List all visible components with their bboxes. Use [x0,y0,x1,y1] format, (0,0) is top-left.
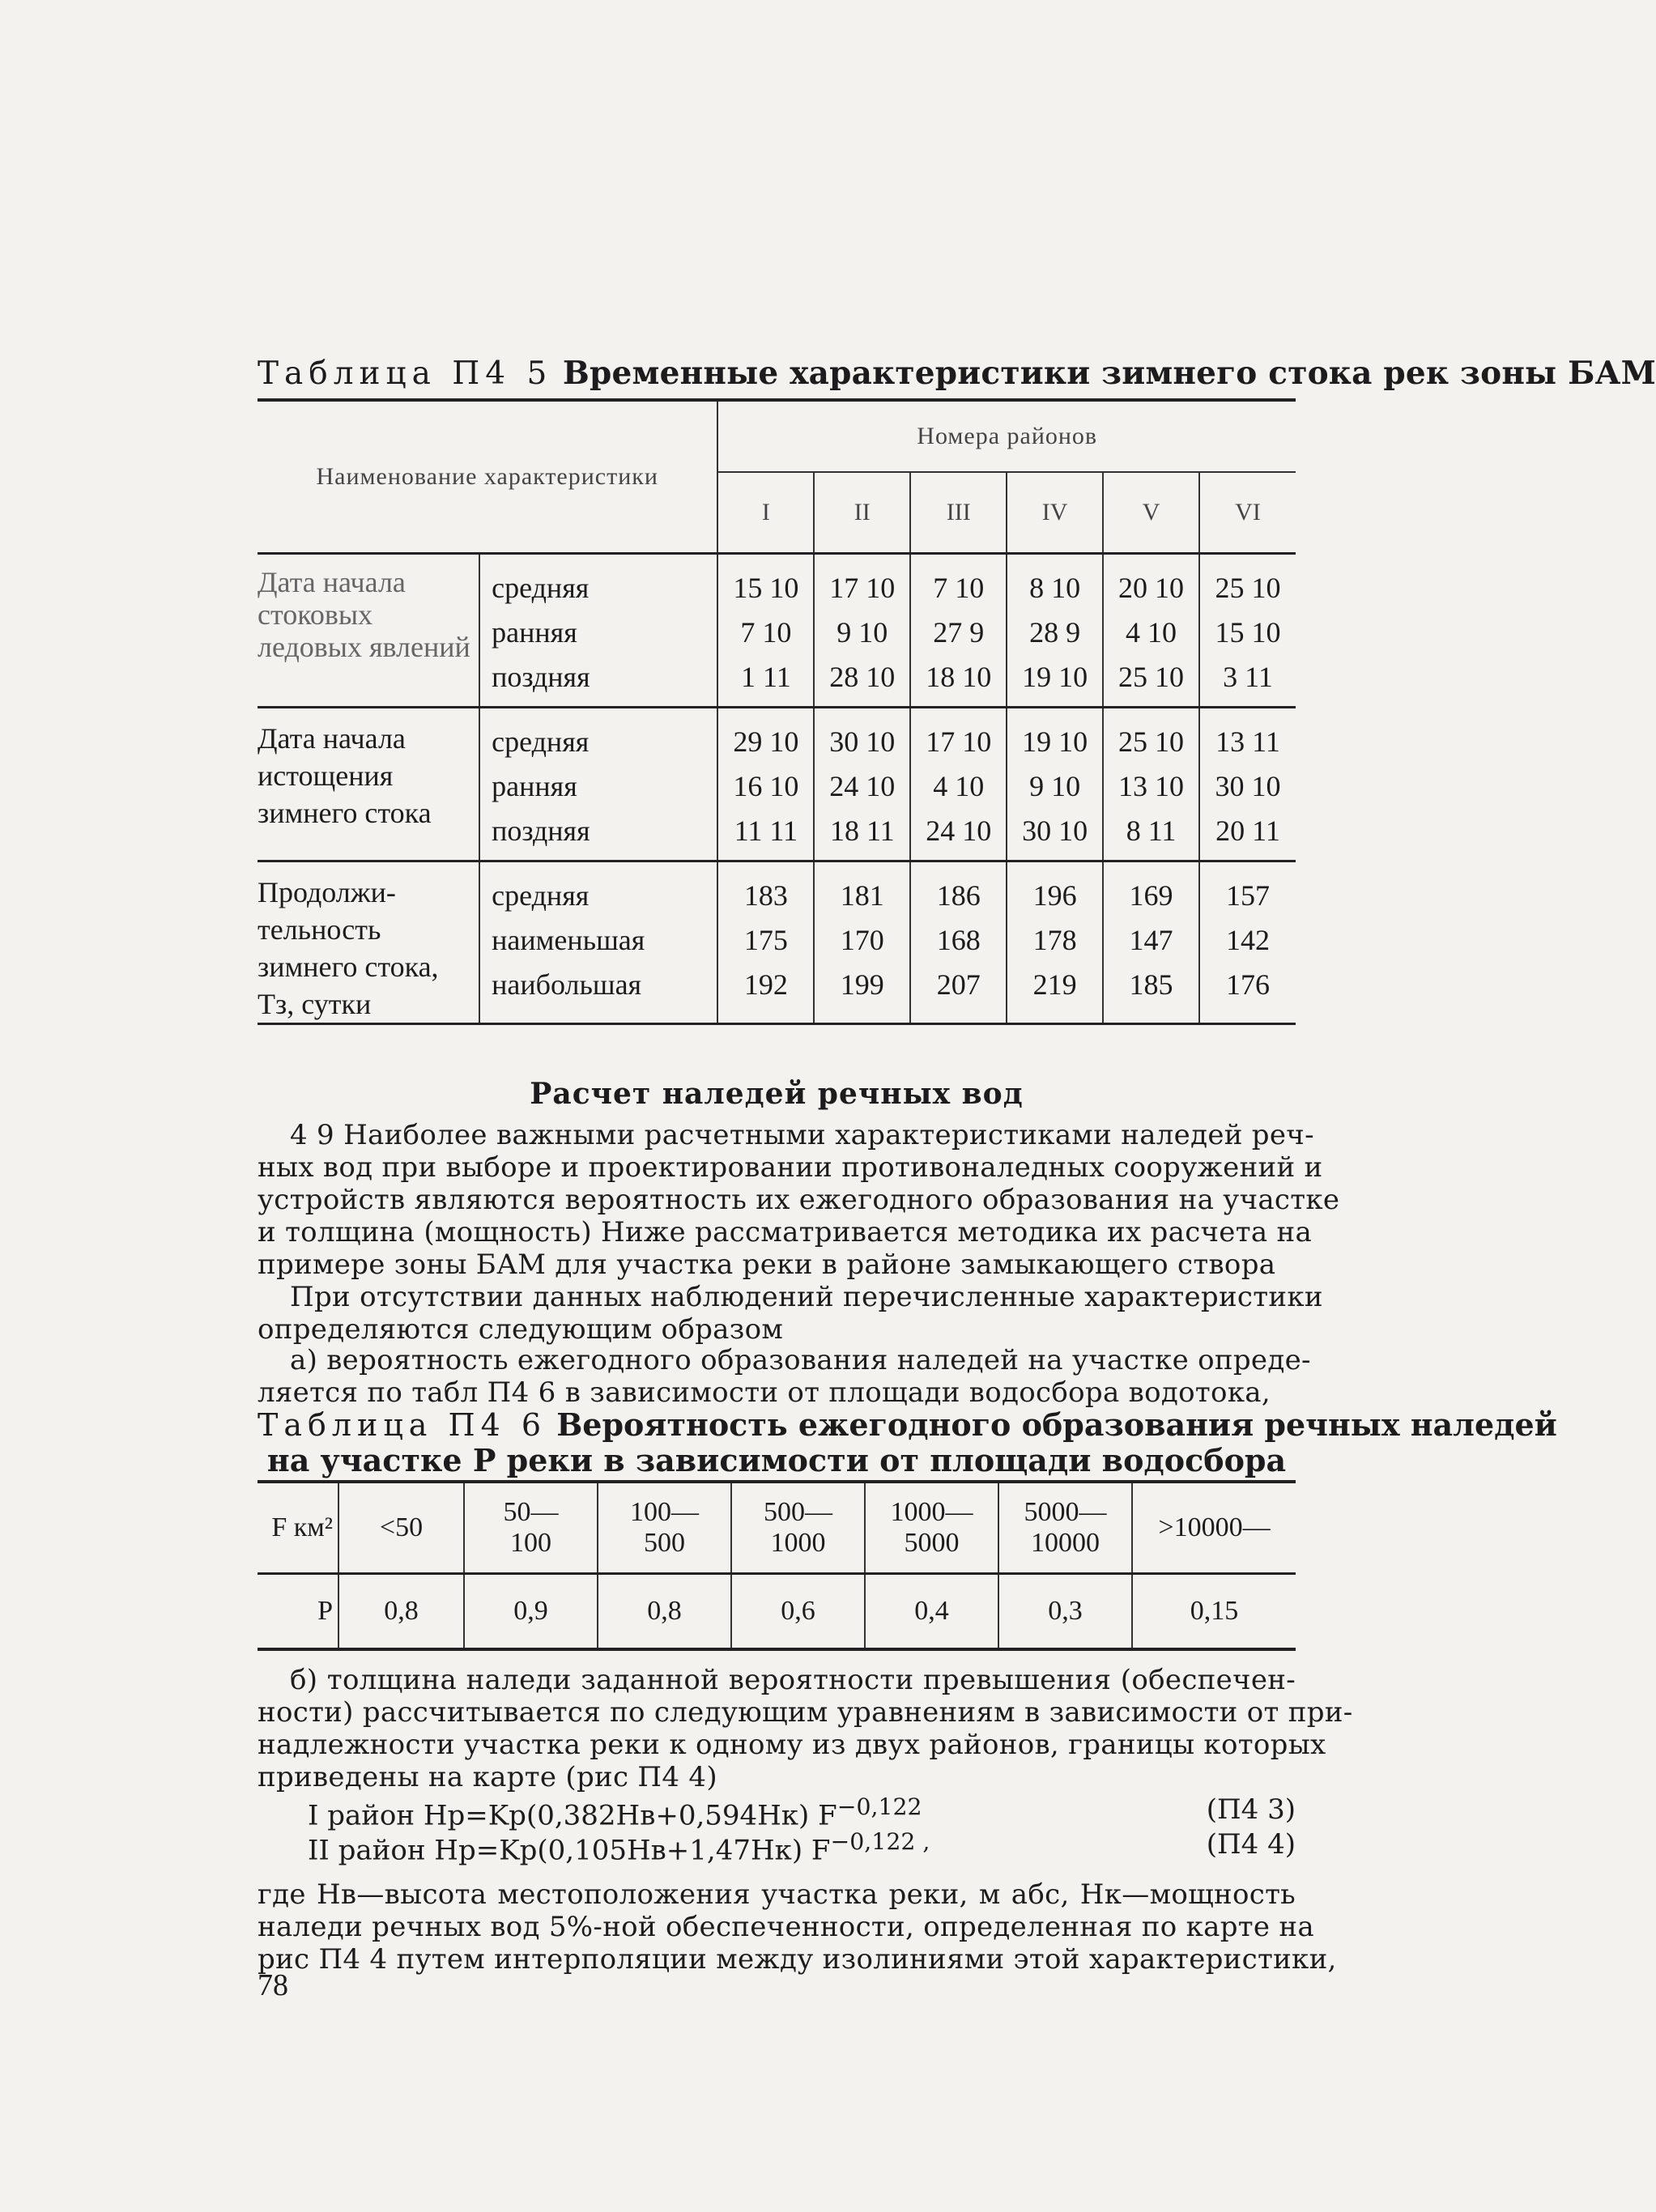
value: 18 10 [926,661,992,693]
value: 27 9 [933,616,985,649]
formula-exponent: −0,122 [837,1793,922,1820]
value: 28 10 [829,661,896,693]
table-46-title-line2: на участке P реки в зависимости от площади водосбора [266,1442,1287,1478]
value: 29 10 [733,725,799,758]
label-line: тельность [258,913,381,946]
area-bin-line: <50 [379,1512,424,1542]
value-cell [814,554,910,708]
text-line: надлежности участка реки к одному из двух районов, границы которых [258,1729,1326,1761]
district-header: I [717,472,814,554]
text-line: рис П4 4 путем интерполяции между изолиниями этой характеристики, [258,1943,1337,1976]
value: 186 [936,879,981,912]
subtype-label: наименьшая [492,924,645,956]
label-line: Продолжи- [258,876,396,908]
table-45-label: Таблица П4 5 [258,355,553,392]
value: 196 [1032,879,1077,912]
district-header: VI [1199,472,1296,554]
subtype-label: средняя [492,725,590,758]
value: 157 [1226,879,1270,912]
characteristic-group [258,554,1296,708]
area-bin-cell [731,1482,865,1574]
value: 30 10 [1022,815,1088,847]
subtype-cell [479,861,717,1024]
value-cell [1199,708,1296,861]
subtype-label: ранняя [492,616,577,649]
value: 7 10 [933,572,985,604]
value: 17 10 [829,572,896,604]
value-cell [1007,708,1103,861]
probability-cell: 0,15 [1132,1574,1296,1650]
area-bin-cell [1132,1482,1296,1574]
subtype-label: поздняя [492,815,590,847]
paragraph-absence-of-data [258,1281,1323,1346]
probability-cell: 0,4 [865,1574,998,1650]
value: 142 [1226,924,1270,956]
formula-text: I район Hp=Kp(0,382Hв+0,594Hк) F [308,1799,837,1832]
value: 25 10 [1118,661,1185,693]
subtype-label: средняя [492,572,590,604]
table-46-caption [258,1406,1557,1478]
value-cell [717,708,814,861]
characteristic-group [258,861,1296,1024]
probability-cell: 0,8 [598,1574,731,1650]
value: 30 10 [829,725,896,758]
text-line: 4 9 Наиболее важными расчетными характеристиками наледей реч- [290,1119,1314,1151]
formula-p4-3 [308,1793,1296,1831]
value: 181 [840,879,884,912]
value-cell [1103,861,1199,1024]
value: 15 10 [733,572,799,604]
value: 1 11 [741,661,791,693]
district-header: III [910,472,1007,554]
value: 9 10 [1029,770,1081,802]
value: 175 [743,924,788,956]
paragraph-item-b [258,1664,1353,1793]
label-line: Tз, сутки [258,988,372,1020]
area-bin-line: 5000 [904,1528,960,1558]
district-header: IV [1007,472,1103,554]
area-bin-line: 1000— [890,1497,973,1527]
table-row [258,708,1296,861]
value: 17 10 [926,725,992,758]
subtype-label: поздняя [492,661,590,693]
area-bin-line: 100— [630,1497,699,1527]
value: 28 9 [1029,616,1081,649]
table-46-title-line1: Вероятность ежегодного образования речных наледей [556,1406,1557,1443]
value-cell [1007,861,1103,1024]
probability-cell: 0,9 [464,1574,598,1650]
value-cell [1007,554,1103,708]
area-bin-line: 100 [510,1528,551,1558]
area-bin-line: 1000 [770,1528,826,1558]
subtype-label: наибольшая [492,968,642,1001]
value: 169 [1129,879,1173,912]
probability-cell: 0,8 [338,1574,464,1650]
text-line: ных вод при выборе и проектировании противоналедных сооружений и [258,1151,1323,1184]
value-cell [717,554,814,708]
table-45 [258,398,1296,1025]
value: 13 10 [1118,770,1185,802]
value: 192 [743,968,788,1001]
value: 13 11 [1215,725,1280,758]
characteristic-label: Дата начала стоковых ледовых явлений [258,566,470,663]
value: 7 10 [740,616,792,649]
area-bin-cell [338,1482,464,1574]
value: 176 [1226,968,1270,1001]
value: 183 [743,879,788,912]
value: 19 10 [1022,661,1088,693]
value: 4 10 [1126,616,1177,649]
area-bin-line: 500 [644,1528,685,1558]
table-45-caption [258,355,1656,392]
area-bin-line: 50— [503,1497,559,1527]
characteristic-group [258,708,1296,861]
value: 9 10 [837,616,888,649]
value: 30 10 [1215,770,1281,802]
value: 25 10 [1118,725,1185,758]
text-line: примере зоны БАМ для участка реки в районе замыкающего створа [258,1249,1276,1281]
area-bin-cell [598,1482,731,1574]
value: 199 [840,968,884,1001]
district-header: V [1103,472,1199,554]
value-cell [717,861,814,1024]
value: 3 11 [1223,661,1273,693]
value: 24 10 [829,770,896,802]
subtype-cell [479,708,717,861]
text-line: ности) рассчитывается по следующим уравнениям в зависимости от при- [258,1696,1353,1729]
area-bin-line: 500— [764,1497,832,1527]
name-column-header: Наименование характеристики [316,463,658,490]
value-cell [1103,554,1199,708]
paragraph-item-a [258,1344,1311,1409]
value: 8 10 [1029,572,1081,604]
value: 170 [840,924,884,956]
area-bin-cell [865,1482,998,1574]
value: 185 [1129,968,1173,1001]
value: 20 10 [1118,572,1185,604]
value: 20 11 [1215,815,1280,847]
value-cell [1199,861,1296,1024]
table-45-title: Временные характеристики зимнего стока рек зоны БАМ [562,355,1656,392]
probability-row-label: P [317,1596,333,1626]
value: 147 [1129,924,1173,956]
value-cell [1103,708,1199,861]
value-cell [910,554,1007,708]
area-row-label: F км² [258,1482,338,1574]
value-cell [910,708,1007,861]
value: 178 [1032,924,1077,956]
characteristic-label [258,861,479,1024]
text-line: ляется по табл П4 6 в зависимости от площади водосбора водотока, [258,1376,1271,1409]
text-line: приведены на карте (рис П4 4) [258,1761,717,1793]
area-bin-line: 10000 [1031,1528,1100,1558]
value-cell [1199,554,1296,708]
value: 4 10 [933,770,985,802]
value: 207 [936,968,981,1001]
paragraph-where [258,1878,1337,1976]
subtype-label: средняя [492,879,590,912]
probability-cell: 0,6 [731,1574,865,1650]
value: 19 10 [1022,725,1088,758]
equation-number: (П4 3) [1206,1793,1296,1826]
paragraph-4-9 [258,1119,1340,1281]
district-header: II [814,472,910,554]
value: 16 10 [733,770,799,802]
text-line: устройств являются вероятность их ежегодного образования на участке [258,1184,1340,1216]
subtype-cell [479,554,717,708]
districts-group-header: Номера районов [717,400,1296,472]
text-line: и толщина (мощность) Ниже рассматривается методика их расчета на [258,1216,1313,1249]
formula-p4-4 [308,1828,1296,1866]
text-line: определяются следующим образом [258,1313,784,1346]
formula-text: II район Hp=Kp(0,105Hв+1,47Hк) F [308,1834,831,1867]
value: 219 [1032,968,1077,1001]
text-line: При отсутствии данных наблюдений перечисленные характеристики [290,1281,1323,1313]
table-46-label: Таблица П4 6 [258,1407,547,1443]
text-line: где Hв—высота местоположения участка реки, м абс, Hк—мощность [258,1878,1296,1911]
value-cell [814,861,910,1024]
section-heading: Расчет наледей речных вод [530,1077,1024,1111]
table-row [258,554,1296,708]
formula-exponent: −0,122 , [830,1828,930,1855]
area-bin-cell [998,1482,1132,1574]
label-line: зимнего стока, [258,951,439,983]
table-row [258,861,1296,1024]
area-bin-cell [464,1482,598,1574]
value: 168 [936,924,981,956]
probability-cell: 0,3 [998,1574,1132,1650]
text-line: наледи речных вод 5%-ной обеспеченности, определенная по карте на [258,1911,1314,1943]
value: 24 10 [926,815,992,847]
value: 15 10 [1215,616,1281,649]
table-46 [258,1480,1296,1651]
text-line: а) вероятность ежегодного образования наледей на участке опреде- [290,1344,1311,1376]
value-cell [910,861,1007,1024]
value-cell [814,708,910,861]
value: 25 10 [1215,572,1281,604]
subtype-label: ранняя [492,770,577,802]
value: 8 11 [1126,815,1177,847]
text-line: б) толщина наледи заданной вероятности превышения (обеспечен- [290,1664,1296,1696]
characteristic-label: Дата начала истощения зимнего стока [258,722,432,829]
page-number: 78 [258,1968,288,2002]
value: 18 11 [829,815,895,847]
value: 11 11 [734,815,798,847]
equation-number: (П4 4) [1206,1828,1296,1861]
area-bin-line: 5000— [1024,1497,1107,1527]
area-bin-line: >10000— [1158,1512,1271,1542]
